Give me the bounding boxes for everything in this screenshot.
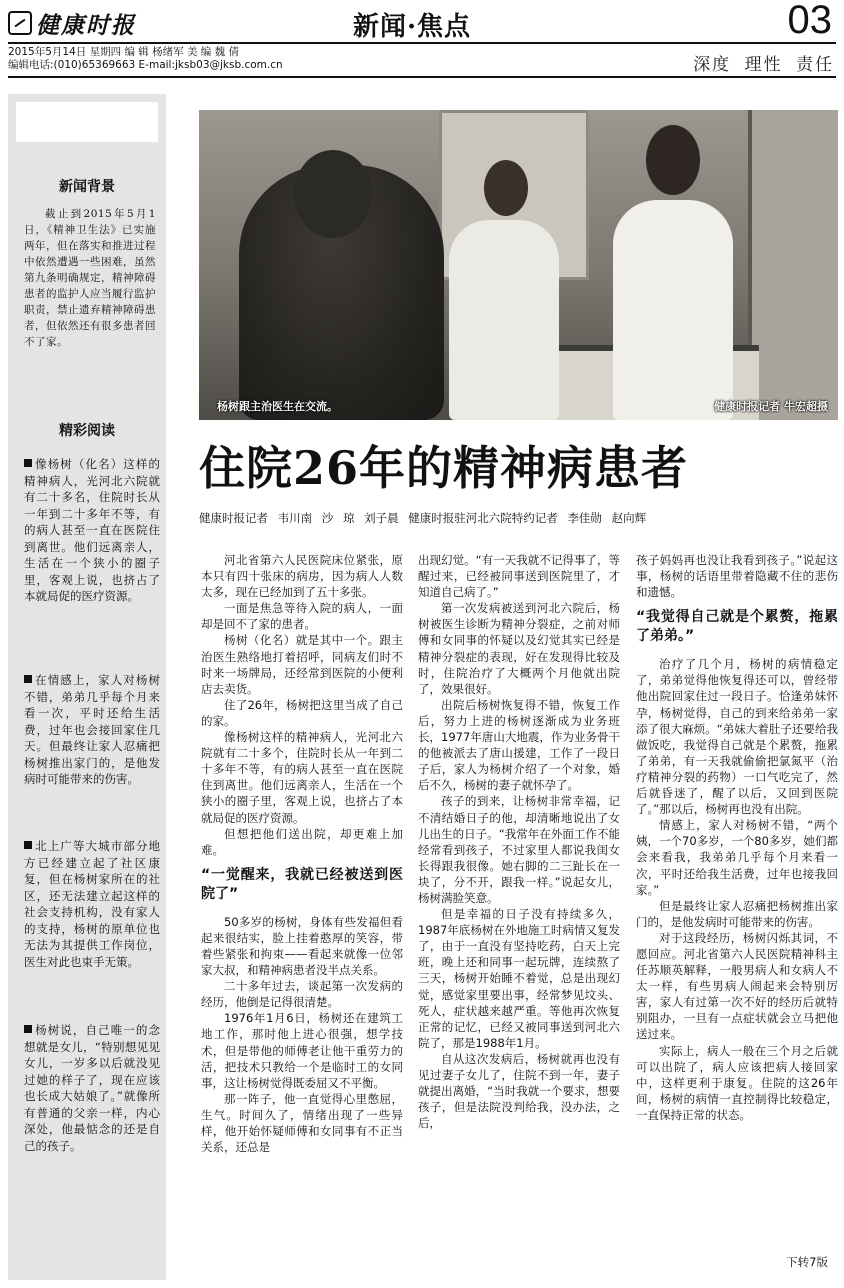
article-column-3 <box>636 552 838 1123</box>
article-byline: 健康时报记者 韦川南 沙 琼 刘子晨 健康时报驻河北六院特约记者 李佳勋 赵向辉 <box>199 511 647 525</box>
paragraph: 1976年1月6日，杨树还在建筑工地工作，那时他上进心很强，想学技术，但是带他的师傅老让他干重劳力的活，把技术只教给一个是临时工的女同事，这让杨树觉得既委屈又不平衡。 <box>201 1011 403 1090</box>
paragraph: 出院后杨树恢复得不错，恢复工作后，努力上进的杨树逐渐成为业务班长，1977年唐山大地震，作为业务骨干的他被派去了唐山援建，工作了一段日子后，家人为杨树介绍了一个对象，婚后不久，杨树的妻子就怀孕了。 <box>418 697 620 793</box>
motto-word: 深度 <box>693 55 732 75</box>
photo-credit: 健康时报记者 牛宏超摄 <box>714 400 828 413</box>
square-bullet-icon <box>24 459 32 467</box>
logo-text: 健康时报 <box>36 11 136 39</box>
logo-seal-icon <box>8 11 32 35</box>
date-editor-line: 2015年5月14日 星期四 编 辑 杨绪军 美 编 魏 倩 <box>8 46 239 58</box>
motto-word: 理性 <box>744 55 783 75</box>
paragraph: 对于这段经历，杨树闪烁其词，不愿回应。河北省第六人民医院精神科主任苏顺英解释，一般男病人和女病人不太一样，有些男病人闹起来会特别厉害，家人有过第一次不好的经历后就特别阻办，一旦有一点症状就会立马把他送过来。 <box>636 930 838 1042</box>
highlights-heading: 精彩阅读 <box>59 423 115 439</box>
news-background-text: 截止到2015年5月1日，《精神卫生法》已实施两年，但在落实和推进过程中依然遭遇一些困难，虽然第九条明确规定，精神障碍患者的监护人应当履行监护职责，禁止遗弃精神障碍患者，但依然还有很多患者回不了家。 <box>24 208 156 348</box>
paragraph: 第一次发病被送到河北六院后，杨树被医生诊断为精神分裂症，之前对师傅和女同事的怀疑以及幻觉其实已经是精神分裂症的表现，好在发现得比较及时，住院治疗了大概两个月他就出院了，效果很好。 <box>418 601 620 696</box>
paragraph: 但是最终让家人忍痛把杨树推出家门的，是他发病时可能带来的伤害。 <box>636 898 838 929</box>
highlight-text: 北上广等大城市部分地方已经建立起了社区康复，但在杨树家所在的社区，还无法建立起这样的社会支持机构，没有家人的支持，杨树的原单位也无法为其提供工作岗位，医生对此也束手无策。 <box>24 839 160 969</box>
article-column-1 <box>201 552 403 1155</box>
photo-caption: 杨树跟主治医生在交流。 <box>217 400 338 413</box>
page-number: 03 <box>787 0 832 42</box>
paragraph: 住了26年，杨树把这里当成了自己的家。 <box>201 697 403 728</box>
paragraph: 河北省第六人民医院床位紧张，原本只有四十张床的病房，因为病人人数太多，现在已经加到了五十多张。 <box>201 553 403 600</box>
doctor-figure <box>449 220 559 420</box>
subheading: “我觉得自己就是个累赘，拖累了弟弟。” <box>636 609 838 645</box>
paragraph: 像杨树这样的精神病人，光河北六院就有二十多个，住院时长从一年到二十多年不等，有的病人甚至一直在医院住到离世。他们远离亲人，生活在一个狭小的圈子里，客观上说，也挤占了本就局促的医疗资源。 <box>201 730 403 825</box>
paragraph: 孩子的到来，让杨树非常幸福，记不清结婚日子的他，却清晰地说出了女儿出生的日子。“我常年在外面工作不能经常看到孩子，不过家里人都说我闺女长得跟我很像。她右脚的二三趾长在一块了，分不开，跟我一样。”说起女儿，杨树满脸笑意。 <box>418 794 620 905</box>
paragraph: 孩子妈妈再也没让我看到孩子。”说起这事，杨树的话语里带着隐藏不住的悲伤和遗憾。 <box>636 553 838 600</box>
sidebar <box>8 94 166 1280</box>
paragraph: 一面是焦急等待入院的病人，一面却是回不了家的患者。 <box>201 601 403 632</box>
motto-word: 责任 <box>796 55 834 75</box>
paragraph: 实际上，病人一般在三个月之后就可以出院了，病人应该把病人接回家中，这样更利于康复。住院的这26年间，杨树的病情一直控制得比较稳定，一直保持正常的状态。 <box>636 1043 838 1122</box>
highlight-text: 杨树说，自己唯一的念想就是女儿，“特别想见见女儿，一岁多以后就没见过她的样子了，现在应该也长成大姑娘了。”就像所有普通的父亲一样，内心深处，他最惦念的还是自己的孩子。 <box>24 1023 160 1153</box>
paragraph: 情感上，家人对杨树不错，“两个姨，一个70多岁，一个80多岁，她们都会来看我，我弟弟几乎每个月来看一次，平时还给我生活费，过年也接我回家。” <box>636 818 838 897</box>
sidebar-decor-top <box>16 102 158 142</box>
square-bullet-icon <box>24 675 32 683</box>
paragraph: 出现幻觉。“有一天我就不记得事了，等醒过来，已经被同事送到医院里了，才知道自己病了。” <box>418 553 620 600</box>
doctor-figure <box>613 200 733 420</box>
square-bullet-icon <box>24 841 32 849</box>
news-photo <box>199 110 838 420</box>
section-title: 新闻·焦点 <box>353 12 472 42</box>
highlight-text: 像杨树（化名）这样的精神病人，光河北六院就有二十多名，住院时长从一年到二十多年不等，有的病人甚至一直在医院住到离世。他们远离亲人，生活在一个狭小的圈子里，客观上说，也挤占了本就局促的医疗资源。 <box>24 457 160 603</box>
paragraph: 但是幸福的日子没有持续多久，1987年底杨树在外地施工时病情又复发了，由于一直没有坚持吃药，白天上完班，晚上还和同事一起玩牌，连续熬了三天，杨树开始睡不着觉，总是出现幻觉，感觉家里要出事，经常梦见坟头、死人，症状越来越严重。等他再次恢复正常的记忆，已经又被同事送到河北六院了，那是1988年1月。 <box>418 907 620 1050</box>
paragraph: 杨树（化名）就是其中一个。跟主治医生熟络地打着招呼，同病友们时不时来一场牌局，还经常到医院的小便利店去卖货。 <box>201 633 403 696</box>
highlight-item <box>24 1022 160 1154</box>
highlight-item <box>24 672 160 788</box>
header-rule <box>8 76 836 78</box>
highlight-item <box>24 838 160 970</box>
article-column-2 <box>418 552 620 1131</box>
paragraph: 50多岁的杨树，身体有些发福但看起来很结实，脸上挂着憨厚的笑容，带着些紧张和拘束——看起来就像一位邻家大叔，和精神病患者没半点关系。 <box>201 914 403 978</box>
paragraph: 那一阵子，他一直觉得心里憋屈，生气。时间久了，情绪出现了一些异样，他开始怀疑师傅和女同事有不正当关系，还总是 <box>201 1091 403 1155</box>
masthead-logo <box>8 4 148 42</box>
contact-line: 编辑电话:(010)65369663 E-mail:jksb03@jksb.com.cn <box>8 59 283 71</box>
news-background-heading: 新闻背景 <box>59 179 115 195</box>
square-bullet-icon <box>24 1025 32 1033</box>
highlight-text: 在情感上，家人对杨树不错，弟弟几乎每个月来看一次，平时还给生活费，过年也会接回家住几天。但最终让家人忍痛把杨树推出家门的，是他发病时可能带来的伤害。 <box>24 673 160 786</box>
subheading: “一觉醒来，我就已经被送到医院了” <box>201 866 403 902</box>
article-headline: 住院26年的精神病患者 <box>199 441 689 495</box>
paragraph: 二十多年过去，谈起第一次发病的经历，他倒是记得很清楚。 <box>201 979 403 1010</box>
motto <box>687 50 834 75</box>
paragraph: 但想把他们送出院，却更难上加难。 <box>201 826 403 857</box>
highlight-item <box>24 456 160 605</box>
continued-on-page: 下转7版 <box>786 1255 828 1269</box>
paragraph: 治疗了几个月，杨树的病情稳定了，弟弟觉得他恢复得还可以，曾经带他出院回家住过一段日子。恰逢弟妹怀孕，杨树觉得，自己的到来给弟弟一家添了很大麻烦。“弟妹大着肚子还要给我做饭吃，我觉得自己就是个累赘，拖累了弟弟，有一天我就偷偷把氯氮平（治疗精神分裂的药物）一口气吃完了，然后就昏迷了，醒了以后，又回到医院了。”那以后，杨树再也没有出院。 <box>636 657 838 817</box>
paragraph: 自从这次发病后，杨树就再也没有见过妻子女儿了，住院不到一年，妻子就提出离婚，“当时我就一个要求，想要孩子，但是法院没判给我，没办法，之后， <box>418 1051 620 1131</box>
top-rule <box>8 42 836 44</box>
